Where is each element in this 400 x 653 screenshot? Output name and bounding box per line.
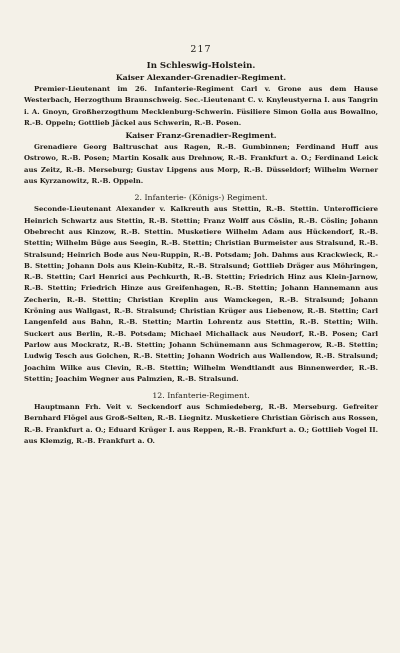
regiment-entries: Grenadiere Georg Baltruschat aus Ragen, R.-B. Gumbinnen; Ferdinand Huff aus Ostrowo, R.-B. Posen; Martin Kosalk aus Drehnow, R.-B. Frankfurt a. O.; Ferdinand Leick aus Zeitz, R.-B. Merseburg; Gustav Lipgens aus Morp, R.-B. Düsseldorf; Wilhelm Werner aus Kyrzanowitz, R.-B. Oppeln. bbox=[24, 143, 378, 186]
section-alexander-regiment bbox=[24, 73, 378, 129]
section-12th-infantry bbox=[24, 391, 378, 447]
regiment-entries: Premier-Lieutenant im 26. Infanterie-Regiment Carl v. Grone aus dem Hause Westerbach, Herzogthum Braunschweig. Sec.-Lieutenant C. v. Knyleustyerna I. aus Tangrin i. A. Gnoyn, Großherzogthum Mecklenburg-Schwerin. Füsiliere Simon Golla aus Bowallno, R.-B. Oppeln; Gottlieb Jäckel aus Schwerin, R.-B. Posen. bbox=[24, 85, 378, 127]
regiment-entries: Hauptmann Frh. Veit v. Seckendorf aus Schmiedeberg, R.-B. Merseburg. Gefreiter Bernhard Flögel aus Groß-Selten, R.-B. Liegnitz. Musketiere Christian Görisch aus Rossen, R.-B. Frankfurt a. O.; Eduard Krüger I. aus Reppen, R.-B. Frankfurt a. O.; Gottlieb Vogel II. aus Klemzig, R.-B. Frankfurt a. O. bbox=[24, 403, 378, 446]
regiment-entries: Seconde-Lieutenant Alexander v. Kalkreuth aus Stettin, R.-B. Stettin. Unterofficiere Heinrich Schwartz aus Stettin, R.-B. Stettin; Franz Wolff aus Cöslin, R.-B. Cöslin; Johann Obebrecht aus Kinzow, R.-B. Stettin. Musketiere Wilhelm Adam aus Hückendorf, R.-B. Stettin; Wilhelm Büge aus Seegin, R.-B. Stettin; Christian Burmeister aus Stralsund, R.-B. Stralsund; Heinrich Bode aus Neu-Ruppin, R.-B. Potsdam; Joh. Dahms aus Krackwieck, R.-B. Stettin; Johann Dols aus Klein-Kubitz, R.-B. Stralsund; Gottlieb Dräger aus Möhringen, R.-B. Stettin; Carl Henrici aus Pechkurth, R.-B. Stettin; Friedrich Hinz aus Klein-Jarnow, R.-B. Stettin; Friedrich Hinze aus Greifenhagen, R.-B. Stettin; Johann Hannemann aus Zecherin, R.-B. Stettin; Christian Kreplin aus Wamckegen, R.-B. Stralsund; Johann Kröning aus Wallgast, R.-B. Stralsund; Christian Krüger aus Liebenow, R.-B. Stettin; Carl Langenfeld aus Bahn, R.-B. Stettin; Martin Lohrentz aus Stettin, R.-B. Stettin; Wilh. Suckert aus Berlin, R.-B. Potsdam; Michael Michallack aus Neudorf, R.-B. Posen; Carl Parlow aus Mockratz, R.-B. Stettin; Johann Schünemann aus Schmagerow, R.-B. Stettin; Ludwig Tesch aus Golchen, R.-B. Stettin; Johann Wodrich aus Wallendow, R.-B. Stralsund; Joachim Wilke aus Clevin, R.-B. Stettin; Wilhelm Wendtlandt aus Binnenwerder, R.-B. Stettin; Joachim Wegner aus Palmzien, R.-B. Stralsund. bbox=[24, 205, 378, 383]
regiment-heading: 2. Infanterie- (Königs-) Regiment. bbox=[134, 193, 268, 203]
section-franz-regiment bbox=[24, 131, 378, 187]
regiment-heading: Kaiser Franz-Grenadier-Regiment. bbox=[125, 131, 277, 141]
page-number: 217 bbox=[190, 44, 212, 55]
regiment-heading: 12. Infanterie-Regiment. bbox=[152, 391, 250, 401]
regiment-heading: Kaiser Alexander-Grenadier-Regiment. bbox=[115, 73, 287, 82]
region-heading: In Schleswig-Holstein. bbox=[146, 61, 256, 71]
section-2nd-infantry bbox=[24, 193, 378, 385]
